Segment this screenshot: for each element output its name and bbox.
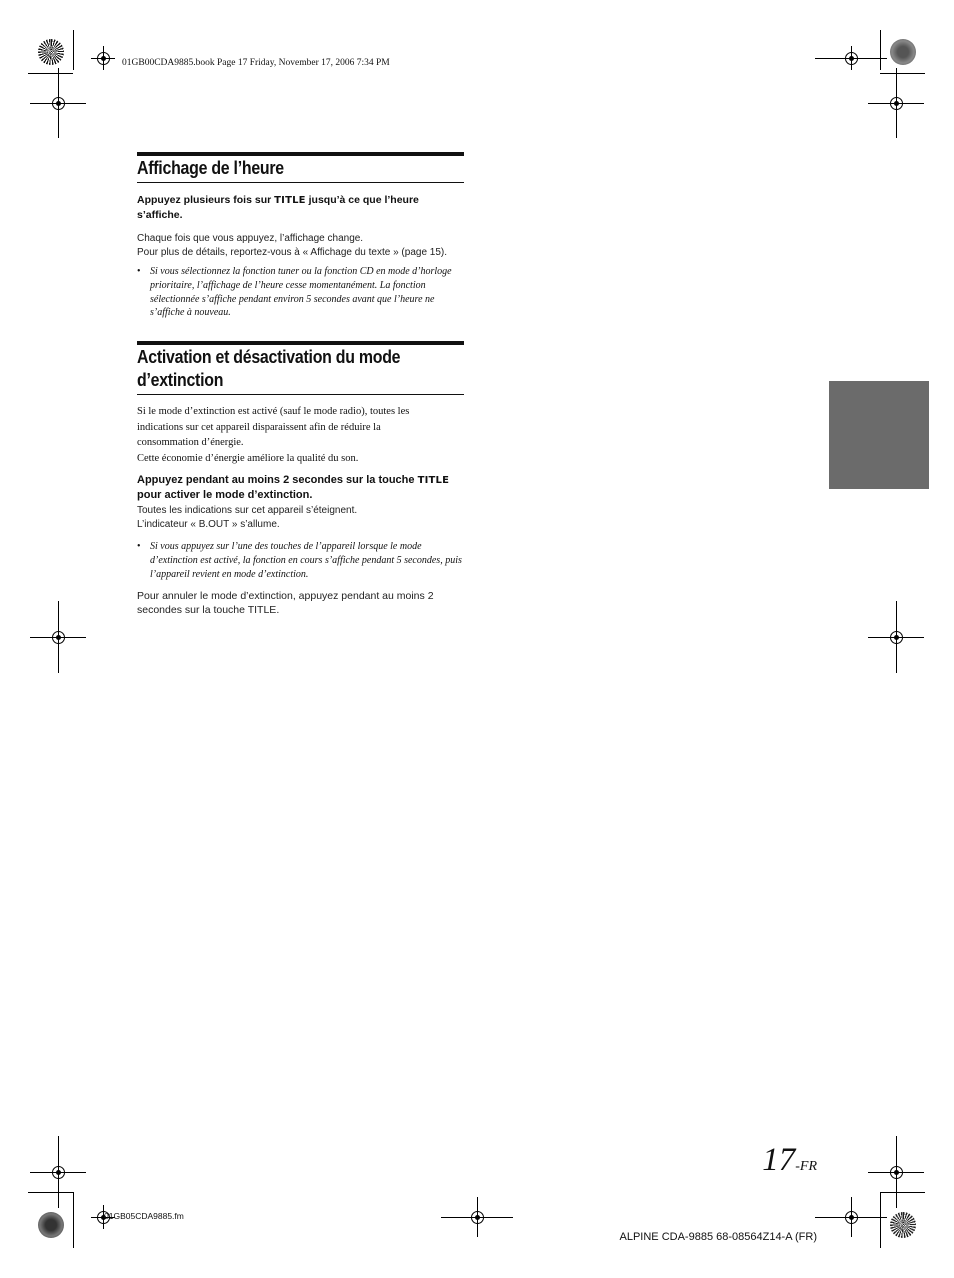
intro-paragraph: Cette économie d’énergie améliore la qualité du son. bbox=[137, 452, 359, 464]
trim-line bbox=[28, 1192, 73, 1193]
sunburst-target-icon bbox=[890, 1212, 916, 1238]
trim-line bbox=[73, 30, 74, 70]
title-key-label: TITLE bbox=[247, 604, 277, 616]
bullet: • bbox=[137, 266, 141, 277]
sunburst-target-icon bbox=[38, 39, 64, 65]
intro-text bbox=[137, 404, 437, 466]
note-item bbox=[137, 265, 464, 320]
section-rule-bottom bbox=[137, 182, 464, 183]
section-title: Affichage de l’heure bbox=[137, 157, 284, 178]
trim-line bbox=[880, 1192, 925, 1193]
book-info-header: 01GB00CDA9885.book Page 17 Friday, November 17, 2006 7:34 PM bbox=[122, 58, 390, 68]
bullet: • bbox=[137, 541, 141, 552]
title-key-label: TITLE bbox=[274, 195, 306, 206]
body-line: Chaque fois que vous appuyez, l’affichage change. bbox=[137, 233, 364, 244]
instruction-text bbox=[137, 193, 467, 223]
page-number-suffix: -FR bbox=[795, 1159, 817, 1174]
section-title-line: d’extinction bbox=[137, 369, 224, 390]
cancel-text bbox=[137, 589, 467, 617]
section-title-line: Activation et désactivation du mode bbox=[137, 346, 401, 367]
title-key-label: TITLE bbox=[417, 475, 450, 486]
trim-line bbox=[73, 1192, 74, 1248]
sunburst-target-icon bbox=[890, 39, 916, 65]
note-text: Si vous sélectionnez la fonction tuner ou la fonction CD en mode d’horloge prioritaire, l’affichage de l’heure cesse momentanément. La fonction sélectionnée s’affiche pendant environ 5 secondes avant que l’heure ne s’affiche à nouveau. bbox=[150, 266, 452, 319]
intro-paragraph: Si le mode d’extinction est activé (sauf le mode radio), toutes les indications sur cet appareil disparaissent afin de réduire la consommation d’énergie. bbox=[137, 406, 410, 448]
section-rule-bottom bbox=[137, 394, 464, 395]
trim-line bbox=[880, 30, 881, 70]
instruction-pre: Appuyez plusieurs fois sur bbox=[137, 194, 275, 206]
trim-line bbox=[880, 73, 925, 74]
cancel-post: . bbox=[276, 604, 280, 616]
body-line: Pour plus de détails, reportez-vous à « Affichage du texte » (page 15). bbox=[137, 247, 448, 258]
instruction-pre: Appuyez pendant au moins 2 secondes sur la touche bbox=[137, 474, 418, 486]
instruction-text bbox=[137, 473, 467, 503]
result-line: Toutes les indications sur cet appareil s’éteignent. bbox=[137, 505, 358, 516]
section-title bbox=[137, 345, 418, 391]
source-file-label: 01GB05CDA9885.fm bbox=[104, 1211, 184, 1221]
page-number-value: 17 bbox=[762, 1142, 796, 1178]
chapter-tab bbox=[829, 381, 929, 489]
trim-line bbox=[28, 73, 73, 74]
result-line: L’indicateur « B.OUT » s’allume. bbox=[137, 519, 280, 530]
model-code-label: ALPINE CDA-9885 68-08564Z14-A (FR) bbox=[619, 1231, 817, 1243]
trim-line bbox=[880, 1192, 881, 1248]
note-item bbox=[137, 540, 464, 581]
page-number bbox=[762, 1142, 817, 1179]
cancel-pre: Pour annuler le mode d’extinction, appuyez pendant au moins 2 secondes sur la touche bbox=[137, 590, 434, 616]
instruction-post: pour activer le mode d’extinction. bbox=[137, 489, 313, 501]
result-text bbox=[137, 504, 467, 532]
body-text bbox=[137, 232, 467, 260]
sunburst-target-icon bbox=[38, 1212, 64, 1238]
note-text: Si vous appuyez sur l’une des touches de l’appareil lorsque le mode d’extinction est activé, la fonction en cours s’affiche pendant 5 secondes, puis l’appareil revient en mode d’extinction. bbox=[150, 541, 462, 580]
instruction-post: jusqu’à ce que l’heure s’affiche. bbox=[137, 194, 419, 221]
